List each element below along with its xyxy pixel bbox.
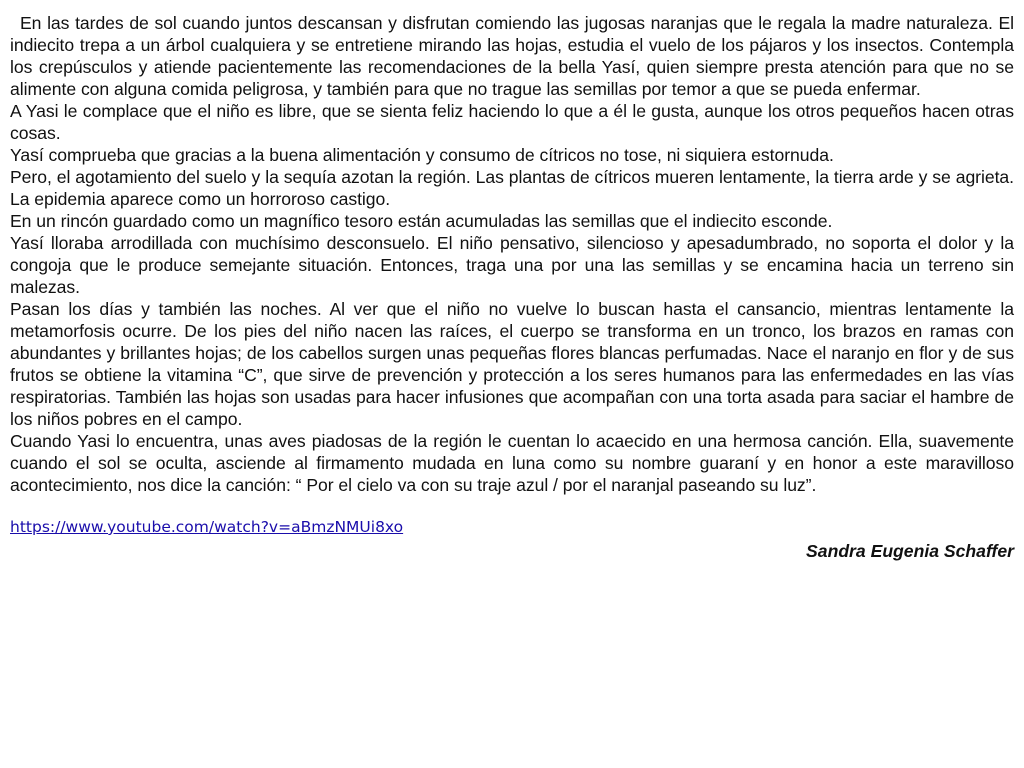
story-paragraph-2: A Yasi le complace que el niño es libre, que se sienta feliz haciendo lo que a él le gusta, aunque los otros pequeños hacen otras cosas.	[10, 101, 1014, 143]
story-paragraph-8: Cuando Yasi lo encuentra, unas aves piadosas de la región le cuentan lo acaecido en una hermosa canción. Ella, suavemente cuando el sol se oculta, asciende al firmamento mudada en luna como su nombre guaraní y en honor a este maravilloso acontecimiento, nos dice la canción: “ Por el cielo va con su traje azul / por el naranjal paseando su luz”.	[10, 431, 1014, 495]
youtube-link[interactable]: https://www.youtube.com/watch?v=aBmzNMUi8xo	[10, 518, 404, 536]
story-paragraph-6: Yasí lloraba arrodillada con muchísimo desconsuelo. El niño pensativo, silencioso y apesadumbrado, no soporta el dolor y la congoja que le produce semejante situación. Entonces, traga una por una las semillas y se encamina hacia un terreno sin malezas.	[10, 233, 1014, 297]
story-paragraph-1: En las tardes de sol cuando juntos descansan y disfrutan comiendo las jugosas naranjas que le regala la madre naturaleza. El indiecito trepa a un árbol cualquiera y se entretiene mirando las hojas, estudia el vuelo de los pájaros y los insectos. Contempla los crepúsculos y atiende pacientemente las recomendaciones de la bella Yasí, quien siempre presta atención para que no se alimente con alguna comida peligrosa, y también para que no trague las semillas por temor a que se pueda enfermar.	[10, 13, 1014, 99]
document-page	[10, 12, 1014, 562]
spacer	[10, 496, 1014, 516]
story-paragraph-7: Pasan los días y también las noches. Al ver que el niño no vuelve lo buscan hasta el cansancio, mientras lentamente la metamorfosis ocurre. De los pies del niño nacen las raíces, el cuerpo se transforma en un tronco, los brazos en ramas con abundantes y brillantes hojas; de los cabellos surgen unas pequeñas flores blancas perfumadas. Nace el naranjo en flor y de sus frutos se obtiene la vitamina “C”, que sirve de prevención y protección a los seres humanos para las enfermedades en las vías respiratorias. También las hojas son usadas para hacer infusiones que acompañan con una torta asada para saciar el hambre de los niños pobres en el campo.	[10, 299, 1014, 429]
story-paragraph-5: En un rincón guardado como un magnífico tesoro están acumuladas las semillas que el indiecito esconde.	[10, 211, 833, 231]
story-paragraph-4: Pero, el agotamiento del suelo y la sequía azotan la región. Las plantas de cítricos mueren lentamente, la tierra arde y se agrieta. La epidemia aparece como un horroroso castigo.	[10, 167, 1014, 209]
author-signature: Sandra Eugenia Schaffer	[806, 541, 1014, 561]
story-paragraph-3: Yasí comprueba que gracias a la buena alimentación y consumo de cítricos no tose, ni siquiera estornuda.	[10, 145, 834, 165]
